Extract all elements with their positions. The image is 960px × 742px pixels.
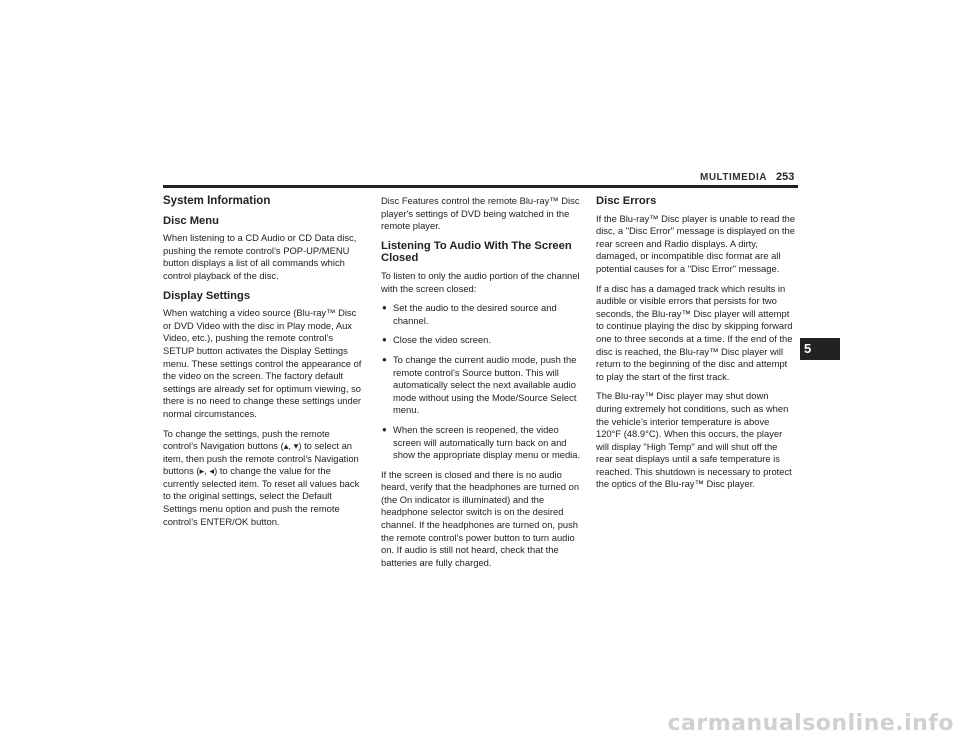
paragraph-listening-intro: To listen to only the audio portion of the channel with the screen closed: [381, 269, 580, 294]
bullet-icon: ● [382, 424, 387, 434]
list-item-text: Set the audio to the desired source and channel. [393, 302, 557, 326]
list-item-text: To change the current audio mode, push the remote control’s Source button. This will automatically select the next available audio mode without using the Mode/Source Select menu. [393, 353, 577, 416]
list-item [381, 354, 581, 417]
heading-system-information: System Information [163, 195, 271, 207]
bullet-icon: ● [382, 303, 387, 313]
chapter-tab: 5 [800, 338, 840, 360]
column-left [163, 195, 363, 535]
column-right [596, 195, 796, 498]
watermark-logo: carmanualsonline.info [667, 711, 954, 736]
bullet-icon: ● [382, 354, 387, 364]
list-item-text: When the screen is reopened, the video screen will automatically turn back on and show the appropriate display menu or media. [393, 423, 581, 461]
paragraph-disc-errors-2: If a disc has a damaged track which results in audible or visible errors that persists for two seconds, the Blu-ray™ Disc player will attempt to continue playing the disc by skipping forward one to three seconds at a time. If the end of the disc is reached, the Blu-ray™ Disc player will return to the beginning of the disc and attempt to play the start of the first track. [596, 282, 793, 382]
column-middle [381, 195, 581, 576]
page-number: 253 [776, 171, 795, 183]
list-item [381, 302, 581, 327]
paragraph-disc-menu: When listening to a CD Audio or CD Data disc, pushing the remote control’s POP-UP/MENU button displays a list of all commands which control playback of the disc. [163, 232, 357, 281]
list-item [381, 424, 581, 462]
heading-display-settings: Display Settings [163, 289, 251, 302]
paragraph-disc-errors-3: The Blu-ray™ Disc player may shut down during extremely hot conditions, such as when the vehicle’s interior temperature is above 120°F (48.9°C). When this occurs, the player will display "High Temp" and will shut off the rear seat displays until a safe temperature is reached. This shutdown is necessary to protect the optics of the Blu-ray™ Disc player. [596, 390, 792, 490]
bullet-list [381, 302, 581, 462]
list-item [381, 334, 581, 347]
paragraph-headphones: If the screen is closed and there is no audio heard, verify that the headphones are turned on (the On indicator is illuminated) and the headphone selector switch is on the desired channel. If the headphones are turned on, push the remote control’s power button to turn audio on. If audio is still not heard, check that the batteries are fully charged. [381, 468, 580, 568]
paragraph-display-settings-1: When watching a video source (Blu-ray™ Disc or DVD Video with the disc in Play mode, Aux Video, etc.), pushing the remote control’s SETUP button activates the Display Settings menu. These settings control the appearance of the video on the screen. The factory default settings are already set for optimum viewing, so there is no need to change these settings under normal circumstances. [163, 307, 362, 419]
list-item-text: Close the video screen. [393, 334, 491, 346]
paragraph-disc-features: Disc Features control the remote Blu-ray™ Disc player's settings of DVD being watched in the remote player. [381, 195, 580, 232]
bullet-icon: ● [382, 335, 387, 345]
section-title: MULTIMEDIA [700, 172, 768, 183]
heading-disc-errors: Disc Errors [596, 195, 657, 207]
paragraph-display-settings-2: To change the settings, push the remote control’s Navigation buttons (▴, ▾) to select an item, then push the remote control’s Navigation buttons (▸, ◂) to change the value for the currently selected item. To reset all values back to the original settings, select the Default Settings menu option and push the remote control’s ENTER/OK button. [163, 427, 360, 527]
paragraph-disc-errors-1: If the Blu-ray™ Disc player is unable to read the disc, a "Disc Error" message is displayed on the rear screen and Radio displays. A dirty, damaged, or incompatible disc format are all potential causes for a "Disc Error" message. [596, 212, 796, 274]
heading-listening-audio: Listening To Audio With The Screen Closed [381, 239, 572, 265]
heading-disc-menu: Disc Menu [163, 214, 219, 227]
header-divider [163, 185, 798, 188]
